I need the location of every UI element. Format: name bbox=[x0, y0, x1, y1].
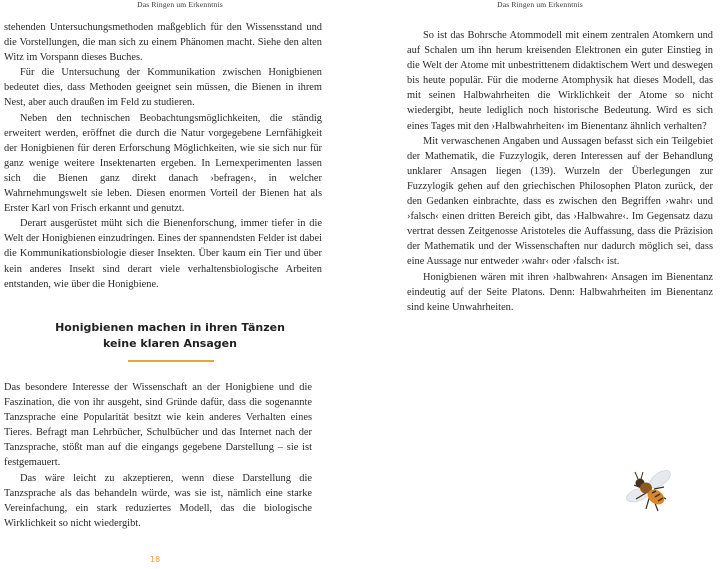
paragraph: Neben den technischen Beobachtungsmöglichkeiten, die ständig erweitert werden, eröffnet die durch die Natur vorgegebene Lernfähigkeit der Honigbienen für deren Erforschung Möglichkeiten, wie sie sich nur für ganz wenige weitere Insektenarten ergeben. In Lernexperimenten lassen sich die Bienen ganz direkt danach ›befragen‹, in welcher Wahrnehmungswelt sie leben. Diesen enormen Vorteil der Bienen hat als Erster Karl von Frisch erkannt und genutzt. bbox=[4, 112, 322, 215]
paragraph: Für die Untersuchung der Kommunikation zwischen Honigbienen bedeutet dies, dass Methoden geeignet sein müssen, die Bienen in ihrem Nest, aber auch draußen im Feld zu studieren. bbox=[4, 67, 322, 109]
paragraph: stehenden Untersuchungsmethoden maßgeblich für den Wissensstand und die Vorstellungen, die man sich zu einem Phänomen macht. Siehe den alten Witz im Vorspann dieses Buches. bbox=[4, 22, 322, 64]
page-number: 18 bbox=[150, 555, 161, 564]
heading-underline-rule bbox=[128, 360, 214, 362]
section-heading bbox=[20, 320, 320, 352]
paragraph: Das besondere Interesse der Wissenschaft an der Honigbiene und die Faszination, die von ihr ausgeht, sind Gründe dafür, dass die sogenannte Tanzsprache eine Popularität besitzt wie kein anderes Verhalten eines Tieres. Befragt man Lehrbücher, Schulbücher und das Internet nach der Tanzsprache, stößt man auf die eingangs gegebene Darstellung – sie ist festgemauert. bbox=[4, 382, 312, 469]
section-heading-line2: keine klaren Ansagen bbox=[103, 337, 237, 350]
bee-icon bbox=[620, 463, 680, 518]
body-text-top bbox=[4, 20, 322, 292]
running-head: Das Ringen um Erkenntnis bbox=[137, 0, 223, 9]
body-text-bottom bbox=[4, 380, 312, 531]
section-heading-line1: Honigbienen machen in ihren Tänzen bbox=[55, 321, 285, 334]
paragraph: Derart ausgerüstet müht sich die Bienenforschung, immer tiefer in die Welt der Honigbienen einzudringen. Eines der spannendsten Felder ist dabei die Kommunikationsbiologie dieser Insekten. Über kaum ein Tier und über kein anderes Insekt sind derart viele verhaltensbiologische Arbeiten entstanden, wie über die Honigbiene. bbox=[4, 218, 322, 290]
paragraph: Mit verwaschenen Angaben und Aussagen befasst sich ein Teilgebiet der Mathematik, die Fuzzylogik, deren Interessen auf der Behandlung unklarer Ansagen liegen (139). Wurzeln der Überlegungen zur Fuzzylogik gehen auf den griechischen Philosophen Platon zurück, der den Gedanken einbrachte, dass es zwischen den Begriffen ›wahr‹ und ›falsch‹ einen dritten Bereich gibt, das ›Halbwahre‹. Im Gegensatz dazu vertrat dessen Zeitgenosse Aristoteles die Auffassung, dass die Präzision der Mathematik und der Wissenschaften nur dadurch möglich sei, dass eine Aussage nur entweder ›wahr‹ oder ›falsch‹ ist. bbox=[407, 135, 713, 268]
paragraph: Das wäre leicht zu akzeptieren, wenn diese Darstellung die Tanzsprache als das behandeln würde, was sie ist, nämlich eine starke Vereinfachung, ein stark reduziertes Modell, das die biologische Wirklichkeit so nicht wiedergibt. bbox=[4, 472, 312, 529]
paragraph: So ist das Bohrsche Atommodell mit einem zentralen Atomkern und auf Schalen um ihn herum kreisenden Elektronen ein guter Einstieg in die Welt der Atome mit unbestrittenem didaktischem Wert und deswegen bis heute populär. Für die moderne Atomphysik hat dieses Modell, das mit seinen Halbwahrheiten die Wirklichkeit der Atome so nicht wiedergibt, heute lediglich noch historische Bedeutung. Wird es sich eines Tages mit den ›Halbwahrheiten‹ im Bienentanz ähnlich verhalten? bbox=[407, 30, 713, 132]
body-text bbox=[407, 28, 713, 315]
running-head: Das Ringen um Erkenntnis bbox=[497, 0, 583, 9]
paragraph: Honigbienen wären mit ihren ›halbwahren‹ Ansagen im Bienentanz eindeutig auf der Seite Platons. Denn: Halbwahrheiten im Bienentanz sind keine Unwahrheiten. bbox=[407, 271, 713, 313]
